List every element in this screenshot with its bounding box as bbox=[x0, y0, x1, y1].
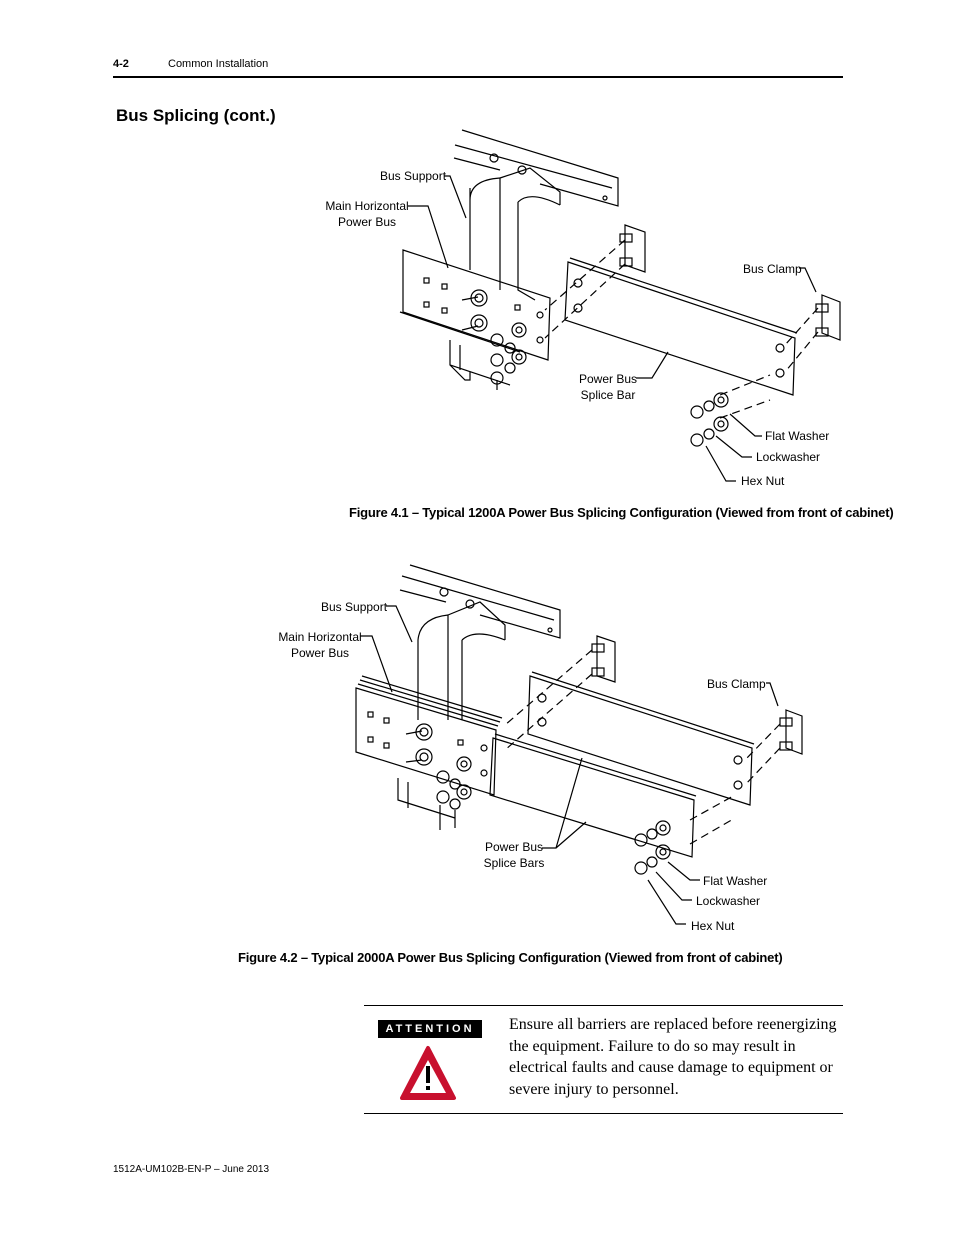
fig1-label-lockwasher: Lockwasher bbox=[756, 450, 821, 464]
fig1-label-main-bus-line2: Power Bus bbox=[337, 215, 397, 229]
chapter-title: Common Installation bbox=[168, 58, 269, 70]
fig1-label-hex-nut: Hex Nut bbox=[741, 474, 785, 488]
fig2-label-main-bus-line2: Power Bus bbox=[290, 646, 350, 660]
fig1-label-bus-support: Bus Support bbox=[380, 169, 447, 183]
figure-1-caption: Figure 4.1 – Typical 1200A Power Bus Splicing Configuration (Viewed from front of cabinet) bbox=[349, 505, 894, 520]
page-number: 4-2 bbox=[113, 58, 129, 70]
attention-text: Ensure all barriers are replaced before reenergizing the equipment. Failure to do so may result in electrical faults and cause damage to equipment or severe injury to personnel. bbox=[509, 1016, 837, 1098]
fig2-label-flat-washer: Flat Washer bbox=[703, 874, 768, 888]
fig1-label-flat-washer: Flat Washer bbox=[765, 429, 830, 443]
fig1-label-main-bus-line1: Main Horizontal bbox=[325, 199, 409, 213]
section-title: Bus Splicing (cont.) bbox=[116, 106, 276, 125]
attention-badge: ATTENTION bbox=[378, 1020, 482, 1038]
attention-bottom-rule bbox=[364, 1113, 843, 1114]
fig2-label-hex-nut: Hex Nut bbox=[691, 919, 735, 933]
fig2-label-lockwasher: Lockwasher bbox=[696, 894, 761, 908]
fig1-label-bus-clamp: Bus Clamp bbox=[743, 262, 802, 276]
footer-doc-id: 1512A-UM102B-EN-P – June 2013 bbox=[113, 1164, 270, 1175]
fig1-label-splice-line1: Power Bus bbox=[578, 372, 638, 386]
fig2-label-main-bus-line1: Main Horizontal bbox=[278, 630, 362, 644]
fig2-label-bus-clamp: Bus Clamp bbox=[707, 677, 766, 691]
figure-2-caption: Figure 4.2 – Typical 2000A Power Bus Splicing Configuration (Viewed from front of cabinet) bbox=[238, 950, 783, 965]
fig2-label-bus-support: Bus Support bbox=[321, 600, 388, 614]
fig2-label-splice-line1: Power Bus bbox=[484, 840, 544, 854]
fig2-label-splice-line2: Splice Bars bbox=[483, 856, 545, 870]
fig1-label-splice-line2: Splice Bar bbox=[580, 388, 636, 402]
